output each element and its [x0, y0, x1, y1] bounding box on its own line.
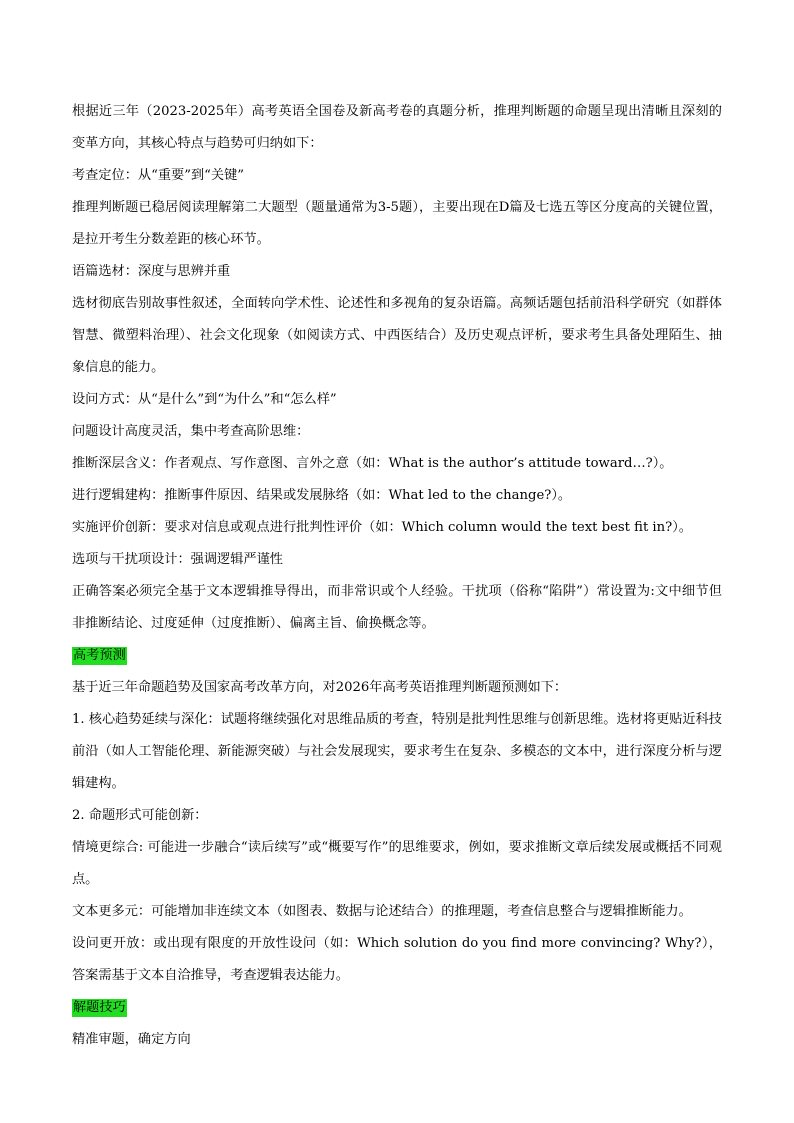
- forecast-questions: 设问更开放：或出现有限度的开放性设问（如：Which solution do you find more convincing? Why?），答案需基于文本自洽推导，考查逻辑表达能力。: [72, 936, 722, 983]
- tip-1: 精准审题，确定方向: [72, 1032, 191, 1047]
- forecast-item-1: 1. 核心趋势延续与深化：试题将继续强化对思维品质的考查，特别是批判性思维与创新思维。选材将更贴近科技前沿（如人工智能伦理、新能源突破）与社会发展现实，要求考生在复杂、多模态的文本中，进行深度分析与逻辑建构。: [72, 712, 722, 791]
- material-paragraph: 选材彻底告别故事性叙述，全面转向学术性、论述性和多视角的复杂语篇。高频话题包括前沿科学研究（如群体智慧、微塑料治理）、社会文化现象（如阅读方式、中西医结合）及历史观点评析，要求考生具备处理陌生、抽象信息的能力。: [72, 296, 722, 375]
- heading-exam-forecast-row: [72, 640, 722, 672]
- positioning-paragraph: 推理判断题已稳居阅读理解第二大题型（题量通常为3-5题），主要出现在D篇及七选五等区分度高的关键位置，是拉开考生分数差距的核心环节。: [72, 200, 722, 247]
- options-paragraph: 正确答案必须完全基于文本逻辑推导得出，而非常识或个人经验。干扰项（俗称“陷阱”）常设置为:文中细节但非推断结论、过度延伸（过度推断）、偏离主旨、偷换概念等。: [72, 584, 722, 631]
- section-heading-positioning: 考查定位：从“重要”到“关键”: [72, 168, 245, 183]
- forecast-context: 情境更综合: 可能进一步融合“读后续写”或“概要写作”的思维要求，例如，要求推断文章后续发展或概括不同观点。: [72, 840, 722, 887]
- forecast-item-2: 2. 命题形式可能创新：: [72, 808, 208, 823]
- heading-solving-tips: 解题技巧: [73, 1000, 126, 1015]
- document-body: [72, 96, 722, 1056]
- forecast-text: 文本更多元：可能增加非连续文本（如图表、数据与论述结合）的推理题，考查信息整合与逻辑推断能力。: [72, 904, 692, 919]
- section-heading-options: 选项与干扰项设计：强调逻辑严谨性: [72, 552, 283, 567]
- section-heading-question-style: 设问方式：从“是什么”到“为什么”和“怎么样”: [72, 392, 337, 407]
- section-heading-material: 语篇选材：深度与思辨并重: [72, 264, 231, 279]
- heading-exam-forecast: 高考预测: [73, 648, 126, 663]
- question-type-logic: 进行逻辑建构：推断事件原因、结果或发展脉络（如：What led to the change?）。: [72, 488, 572, 503]
- question-type-inference: 推断深层含义：作者观点、写作意图、言外之意（如：What is the author’s attitude toward…?）。: [72, 456, 673, 471]
- question-style-paragraph: 问题设计高度灵活，集中考查高阶思维：: [72, 424, 310, 439]
- forecast-intro: 基于近三年命题趋势及国家高考改革方向，对2026年高考英语推理判断题预测如下：: [72, 680, 568, 695]
- question-type-evaluation: 实施评价创新：要求对信息或观点进行批判性评价（如：Which column would the text best fit in?）。: [72, 520, 692, 535]
- intro-paragraph: 根据近三年（2023-2025年）高考英语全国卷及新高考卷的真题分析，推理判断题的命题呈现出清晰且深刻的变革方向，其核心特点与趋势可归纳如下：: [72, 104, 722, 151]
- heading-solving-tips-row: [72, 992, 722, 1024]
